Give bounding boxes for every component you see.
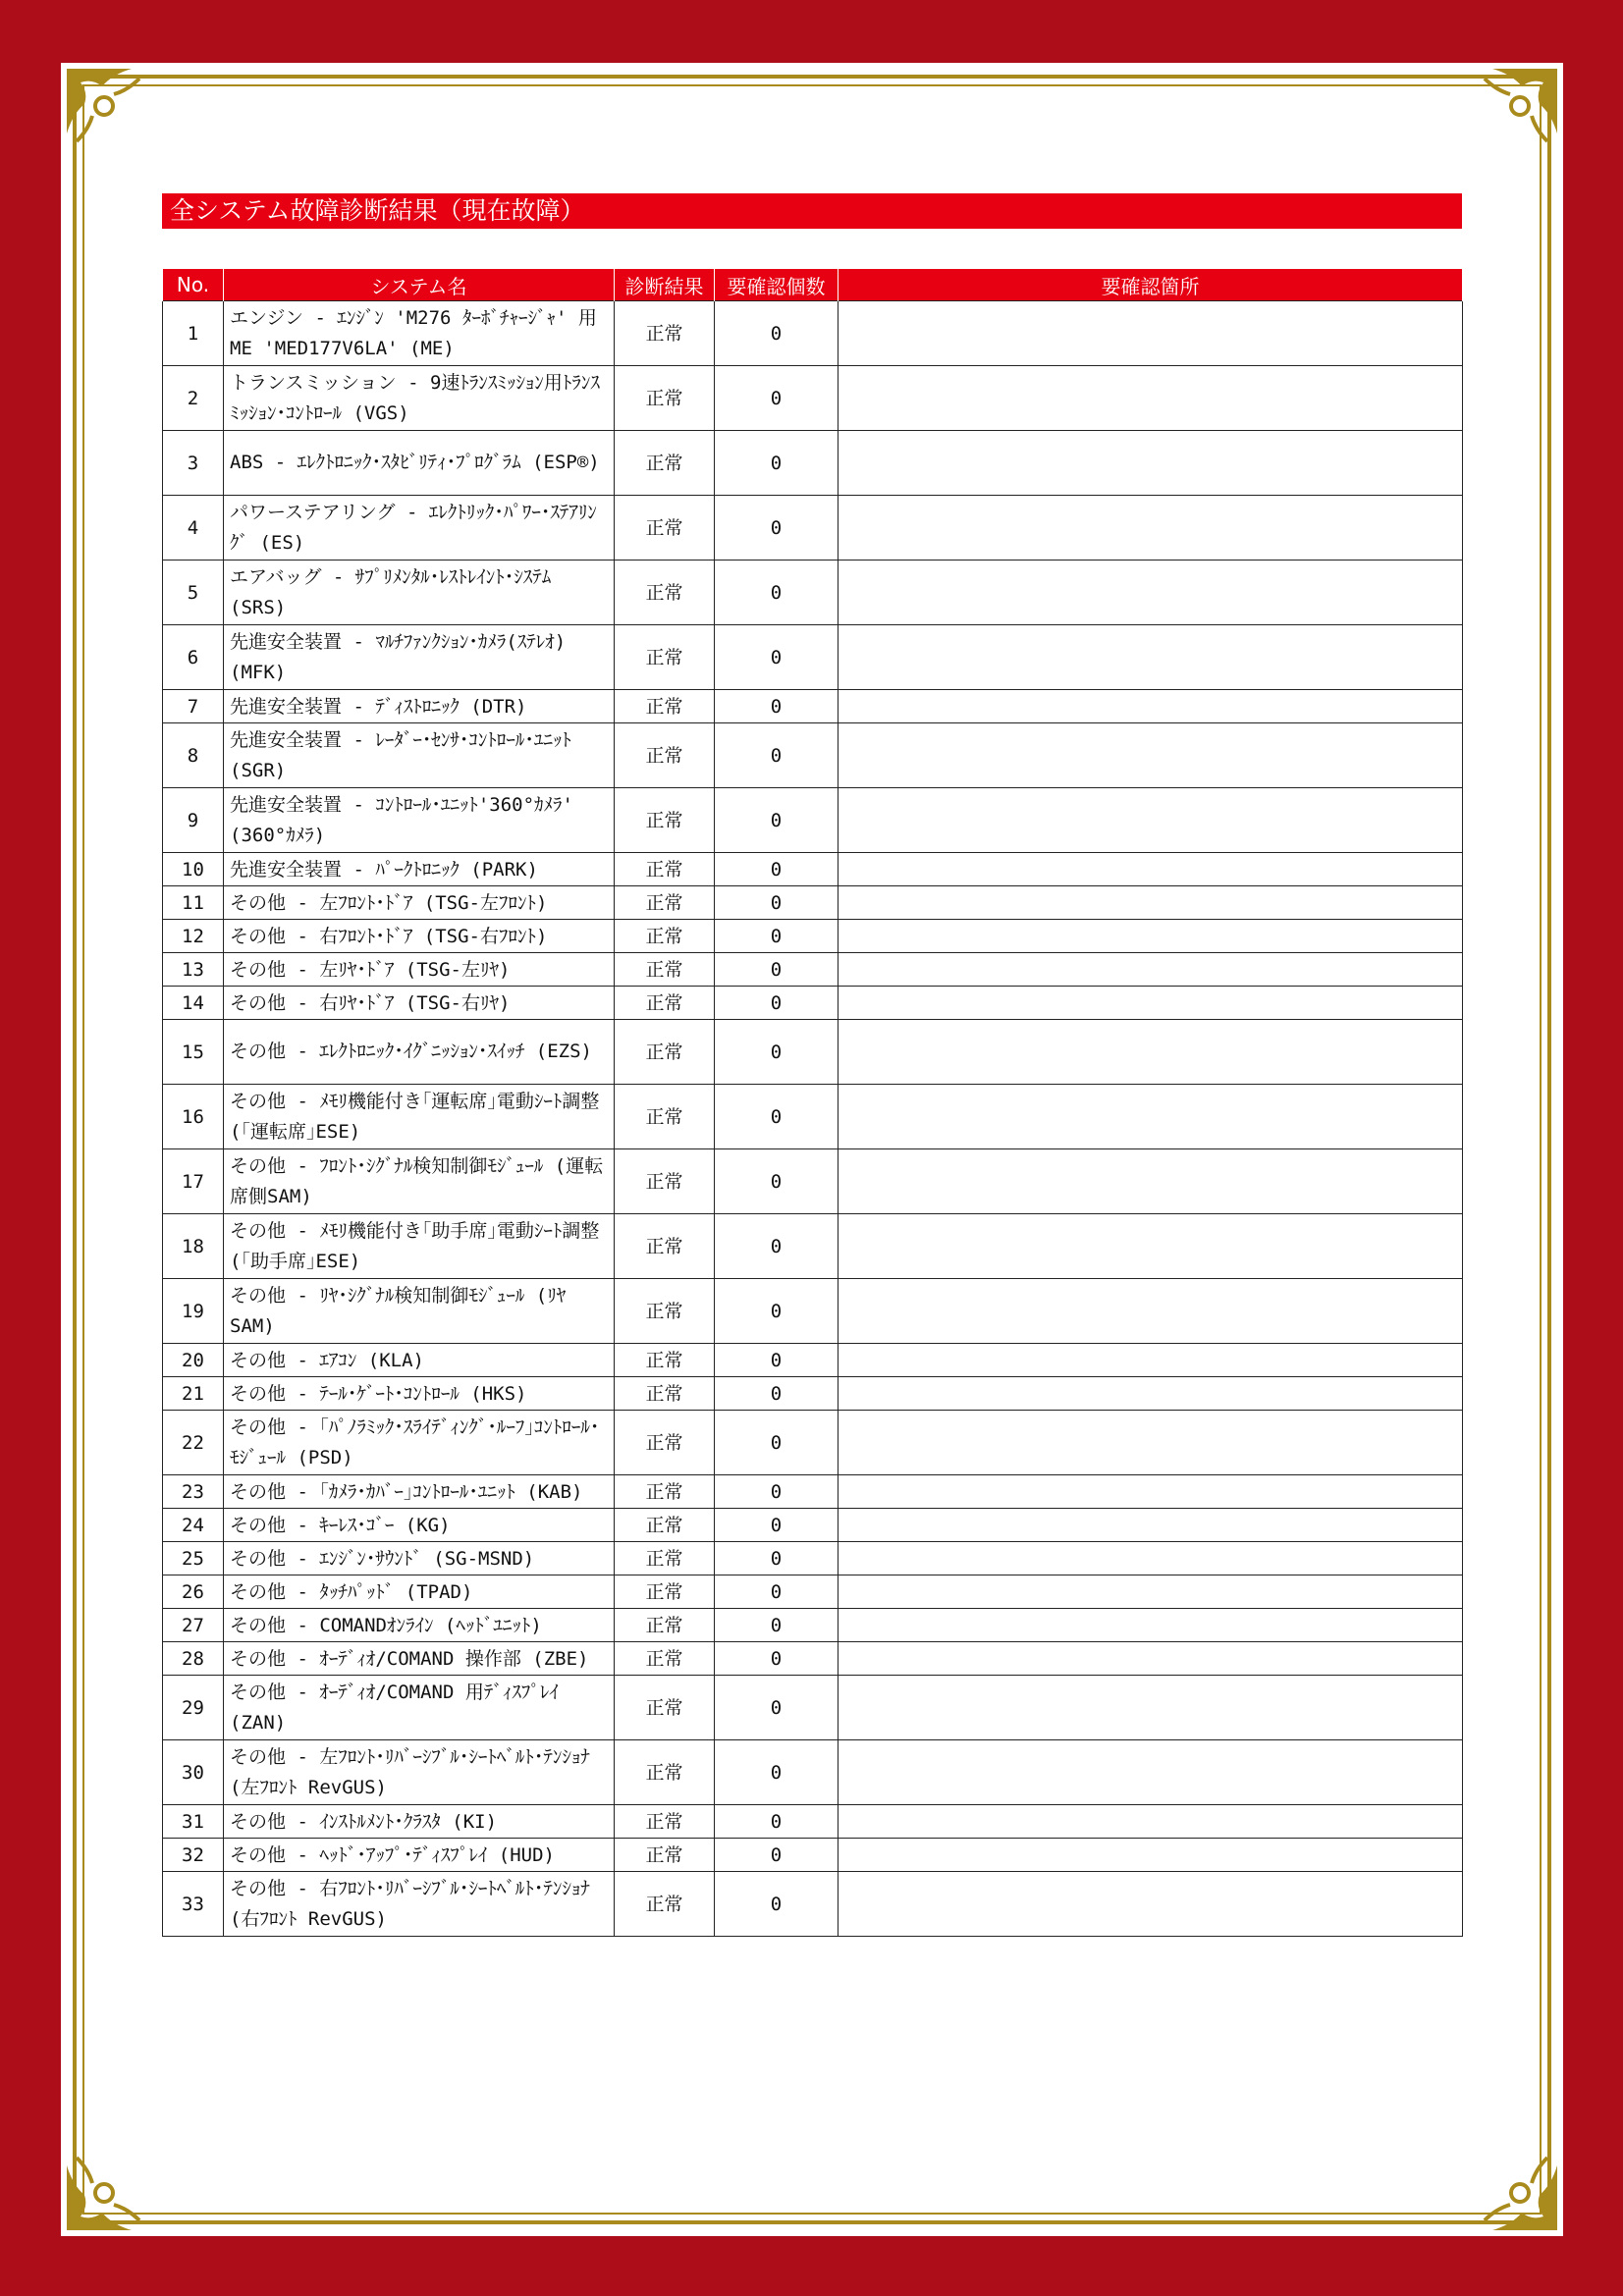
cell-check-count: 0 <box>715 1609 839 1642</box>
cell-check-location <box>839 788 1463 853</box>
cell-check-count: 0 <box>715 1509 839 1542</box>
cell-no: 23 <box>163 1475 224 1509</box>
cell-check-count: 0 <box>715 1872 839 1937</box>
cell-check-location <box>839 1214 1463 1279</box>
header-result: 診断結果 <box>615 269 715 301</box>
cell-check-count: 0 <box>715 1542 839 1575</box>
cell-no: 4 <box>163 496 224 561</box>
cell-check-location <box>839 1805 1463 1839</box>
table-row <box>163 431 1463 496</box>
cell-result: 正常 <box>615 1805 715 1839</box>
cell-no: 24 <box>163 1509 224 1542</box>
table-row <box>163 1575 1463 1609</box>
cell-system-name: その他 - 右ﾌﾛﾝﾄ･ﾘﾊﾞｰｼﾌﾞﾙ･ｼｰﾄﾍﾞﾙﾄ･ﾃﾝｼｮﾅ (右ﾌﾛﾝﾄ RevGUS) <box>224 1872 615 1937</box>
cell-result: 正常 <box>615 1642 715 1676</box>
cell-result: 正常 <box>615 987 715 1020</box>
header-system-name: システム名 <box>224 269 615 301</box>
cell-system-name: その他 - 左ﾌﾛﾝﾄ･ﾘﾊﾞｰｼﾌﾞﾙ･ｼｰﾄﾍﾞﾙﾄ･ﾃﾝｼｮﾅ (左ﾌﾛﾝﾄ RevGUS) <box>224 1740 615 1805</box>
cell-check-count: 0 <box>715 690 839 723</box>
cell-check-count: 0 <box>715 853 839 886</box>
table-row <box>163 1214 1463 1279</box>
cell-system-name: その他 - ｵｰﾃﾞｨｵ/COMAND 用ﾃﾞｨｽﾌﾟﾚｲ (ZAN) <box>224 1676 615 1740</box>
table-row <box>163 1509 1463 1542</box>
table-row <box>163 1085 1463 1149</box>
cell-check-count: 0 <box>715 1805 839 1839</box>
cell-no: 5 <box>163 561 224 625</box>
cell-result: 正常 <box>615 1475 715 1509</box>
ornament-corner-icon <box>63 2146 151 2234</box>
cell-check-count: 0 <box>715 301 839 366</box>
cell-result: 正常 <box>615 1609 715 1642</box>
table-row <box>163 853 1463 886</box>
table-row <box>163 1609 1463 1642</box>
cell-check-count: 0 <box>715 1740 839 1805</box>
cell-system-name: その他 - ｴﾚｸﾄﾛﾆｯｸ･ｲｸﾞﾆｯｼｮﾝ･ｽｲｯﾁ (EZS) <box>224 1020 615 1085</box>
cell-check-count: 0 <box>715 366 839 431</box>
cell-system-name: 先進安全装置 - ﾏﾙﾁﾌｧﾝｸｼｮﾝ･ｶﾒﾗ(ｽﾃﾚｵ) (MFK) <box>224 625 615 690</box>
cell-no: 9 <box>163 788 224 853</box>
cell-system-name: その他 - 右ﾘﾔ･ﾄﾞｱ (TSG-右ﾘﾔ) <box>224 987 615 1020</box>
cell-check-location <box>839 1872 1463 1937</box>
cell-check-count: 0 <box>715 1411 839 1475</box>
cell-no: 33 <box>163 1872 224 1937</box>
table-row <box>163 953 1463 987</box>
cell-check-location <box>839 431 1463 496</box>
cell-result: 正常 <box>615 496 715 561</box>
cell-no: 26 <box>163 1575 224 1609</box>
cell-result: 正常 <box>615 1509 715 1542</box>
cell-system-name: その他 - ﾍｯﾄﾞ･ｱｯﾌﾟ･ﾃﾞｨｽﾌﾟﾚｲ (HUD) <box>224 1839 615 1872</box>
table-row <box>163 723 1463 788</box>
cell-check-location <box>839 886 1463 920</box>
cell-result: 正常 <box>615 920 715 953</box>
cell-check-location <box>839 920 1463 953</box>
cell-check-location <box>839 496 1463 561</box>
cell-check-location <box>839 1740 1463 1805</box>
cell-no: 17 <box>163 1149 224 1214</box>
cell-check-location <box>839 1542 1463 1575</box>
header-check-count: 要確認個数 <box>715 269 839 301</box>
cell-system-name: その他 - ﾀｯﾁﾊﾟｯﾄﾞ (TPAD) <box>224 1575 615 1609</box>
cell-check-count: 0 <box>715 1344 839 1377</box>
cell-check-count: 0 <box>715 1214 839 1279</box>
cell-system-name: その他 - ﾒﾓﾘ機能付き｢助手席｣電動ｼｰﾄ調整 (｢助手席｣ESE) <box>224 1214 615 1279</box>
cell-system-name: エアバッグ - ｻﾌﾟﾘﾒﾝﾀﾙ･ﾚｽﾄﾚｲﾝﾄ･ｼｽﾃﾑ (SRS) <box>224 561 615 625</box>
cell-check-count: 0 <box>715 920 839 953</box>
cell-result: 正常 <box>615 1214 715 1279</box>
cell-result: 正常 <box>615 1542 715 1575</box>
cell-check-count: 0 <box>715 1839 839 1872</box>
cell-system-name: その他 - ｷｰﾚｽ･ｺﾞｰ (KG) <box>224 1509 615 1542</box>
cell-check-count: 0 <box>715 953 839 987</box>
cell-no: 19 <box>163 1279 224 1344</box>
cell-result: 正常 <box>615 561 715 625</box>
cell-check-count: 0 <box>715 1475 839 1509</box>
cell-check-location <box>839 561 1463 625</box>
ornament-corner-icon <box>1473 65 1561 153</box>
cell-check-count: 0 <box>715 788 839 853</box>
cell-system-name: その他 - ﾌﾛﾝﾄ･ｼｸﾞﾅﾙ検知制御ﾓｼﾞｭｰﾙ (運転席側SAM) <box>224 1149 615 1214</box>
cell-system-name: その他 - ｵｰﾃﾞｨｵ/COMAND 操作部 (ZBE) <box>224 1642 615 1676</box>
cell-result: 正常 <box>615 1279 715 1344</box>
cell-system-name: その他 - ﾒﾓﾘ機能付き｢運転席｣電動ｼｰﾄ調整 (｢運転席｣ESE) <box>224 1085 615 1149</box>
cell-no: 2 <box>163 366 224 431</box>
cell-check-count: 0 <box>715 561 839 625</box>
table-row <box>163 496 1463 561</box>
table-row <box>163 561 1463 625</box>
table-header-row <box>163 269 1463 301</box>
table-row <box>163 1344 1463 1377</box>
cell-no: 14 <box>163 987 224 1020</box>
cell-result: 正常 <box>615 1020 715 1085</box>
cell-no: 7 <box>163 690 224 723</box>
cell-check-location <box>839 1575 1463 1609</box>
table-row <box>163 1475 1463 1509</box>
table-row <box>163 1740 1463 1805</box>
cell-no: 32 <box>163 1839 224 1872</box>
table-row <box>163 1676 1463 1740</box>
cell-check-location <box>839 1149 1463 1214</box>
table-row <box>163 1642 1463 1676</box>
cell-no: 1 <box>163 301 224 366</box>
cell-check-location <box>839 1279 1463 1344</box>
cell-system-name: その他 - ｴﾝｼﾞﾝ･ｻｳﾝﾄﾞ (SG-MSND) <box>224 1542 615 1575</box>
ornament-corner-icon <box>1473 2146 1561 2234</box>
table-row <box>163 987 1463 1020</box>
cell-no: 18 <box>163 1214 224 1279</box>
cell-no: 13 <box>163 953 224 987</box>
cell-no: 20 <box>163 1344 224 1377</box>
cell-system-name: トランスミッション - 9速ﾄﾗﾝｽﾐｯｼｮﾝ用ﾄﾗﾝｽﾐｯｼｮﾝ･ｺﾝﾄﾛｰﾙ (VGS) <box>224 366 615 431</box>
cell-no: 6 <box>163 625 224 690</box>
report-title: 全システム故障診断結果（現在故障） <box>162 193 1462 229</box>
ornament-corner-icon <box>63 65 151 153</box>
table-row <box>163 920 1463 953</box>
cell-check-count: 0 <box>715 1377 839 1411</box>
cell-no: 21 <box>163 1377 224 1411</box>
cell-no: 28 <box>163 1642 224 1676</box>
cell-result: 正常 <box>615 1085 715 1149</box>
cell-result: 正常 <box>615 1676 715 1740</box>
cell-result: 正常 <box>615 431 715 496</box>
table-row <box>163 1279 1463 1344</box>
cell-check-location <box>839 1642 1463 1676</box>
cell-check-location <box>839 1475 1463 1509</box>
cell-check-location <box>839 1676 1463 1740</box>
diagnosis-table <box>162 269 1463 1937</box>
cell-result: 正常 <box>615 723 715 788</box>
cell-result: 正常 <box>615 301 715 366</box>
cell-system-name: ABS - ｴﾚｸﾄﾛﾆｯｸ･ｽﾀﾋﾞﾘﾃｨ･ﾌﾟﾛｸﾞﾗﾑ (ESP®) <box>224 431 615 496</box>
cell-no: 8 <box>163 723 224 788</box>
cell-result: 正常 <box>615 625 715 690</box>
table-row <box>163 1805 1463 1839</box>
cell-check-count: 0 <box>715 723 839 788</box>
cell-result: 正常 <box>615 788 715 853</box>
cell-check-location <box>839 953 1463 987</box>
cell-no: 3 <box>163 431 224 496</box>
cell-check-count: 0 <box>715 987 839 1020</box>
cell-system-name: その他 - ﾘﾔ･ｼｸﾞﾅﾙ検知制御ﾓｼﾞｭｰﾙ (ﾘﾔSAM) <box>224 1279 615 1344</box>
cell-no: 31 <box>163 1805 224 1839</box>
table-row <box>163 1411 1463 1475</box>
cell-check-count: 0 <box>715 625 839 690</box>
table-row <box>163 301 1463 366</box>
table-row <box>163 1872 1463 1937</box>
cell-system-name: その他 - ｴｱｺﾝ (KLA) <box>224 1344 615 1377</box>
cell-check-location <box>839 366 1463 431</box>
table-row <box>163 1149 1463 1214</box>
cell-check-count: 0 <box>715 886 839 920</box>
cell-result: 正常 <box>615 1872 715 1937</box>
cell-result: 正常 <box>615 1411 715 1475</box>
cell-check-count: 0 <box>715 1020 839 1085</box>
table-body <box>163 301 1463 1937</box>
cell-system-name: その他 - ｢ﾊﾟﾉﾗﾐｯｸ･ｽﾗｲﾃﾞｨﾝｸﾞ･ﾙｰﾌ｣ｺﾝﾄﾛｰﾙ･ﾓｼﾞｭｰﾙ (PSD) <box>224 1411 615 1475</box>
cell-system-name: その他 - 左ﾘﾔ･ﾄﾞｱ (TSG-左ﾘﾔ) <box>224 953 615 987</box>
cell-system-name: 先進安全装置 - ｺﾝﾄﾛｰﾙ･ﾕﾆｯﾄ'360°ｶﾒﾗ' (360°ｶﾒﾗ) <box>224 788 615 853</box>
cell-check-location <box>839 1609 1463 1642</box>
table-row <box>163 788 1463 853</box>
cell-result: 正常 <box>615 886 715 920</box>
report-page <box>61 63 1563 2236</box>
cell-no: 30 <box>163 1740 224 1805</box>
cell-no: 16 <box>163 1085 224 1149</box>
table-row <box>163 690 1463 723</box>
cell-result: 正常 <box>615 1149 715 1214</box>
cell-system-name: その他 - 左ﾌﾛﾝﾄ･ﾄﾞｱ (TSG-左ﾌﾛﾝﾄ) <box>224 886 615 920</box>
cell-check-count: 0 <box>715 1575 839 1609</box>
cell-check-count: 0 <box>715 1149 839 1214</box>
cell-result: 正常 <box>615 1839 715 1872</box>
cell-check-location <box>839 1020 1463 1085</box>
table-row <box>163 1377 1463 1411</box>
cell-no: 11 <box>163 886 224 920</box>
cell-system-name: 先進安全装置 - ﾊﾟｰｸﾄﾛﾆｯｸ (PARK) <box>224 853 615 886</box>
cell-result: 正常 <box>615 953 715 987</box>
cell-no: 27 <box>163 1609 224 1642</box>
table-row <box>163 1839 1463 1872</box>
cell-system-name: その他 - 右ﾌﾛﾝﾄ･ﾄﾞｱ (TSG-右ﾌﾛﾝﾄ) <box>224 920 615 953</box>
cell-check-location <box>839 1509 1463 1542</box>
cell-no: 15 <box>163 1020 224 1085</box>
cell-check-count: 0 <box>715 431 839 496</box>
cell-no: 25 <box>163 1542 224 1575</box>
cell-result: 正常 <box>615 366 715 431</box>
table-row <box>163 1020 1463 1085</box>
table-row <box>163 1542 1463 1575</box>
cell-result: 正常 <box>615 690 715 723</box>
cell-result: 正常 <box>615 1575 715 1609</box>
cell-system-name: その他 - ｢ｶﾒﾗ･ｶﾊﾞｰ｣ｺﾝﾄﾛｰﾙ･ﾕﾆｯﾄ (KAB) <box>224 1475 615 1509</box>
cell-no: 10 <box>163 853 224 886</box>
cell-no: 22 <box>163 1411 224 1475</box>
cell-check-location <box>839 625 1463 690</box>
cell-system-name: パワーステアリング - ｴﾚｸﾄﾘｯｸ･ﾊﾟﾜｰ･ｽﾃｱﾘﾝｸﾞ (ES) <box>224 496 615 561</box>
cell-check-count: 0 <box>715 1279 839 1344</box>
cell-check-location <box>839 853 1463 886</box>
cell-check-location <box>839 1411 1463 1475</box>
cell-no: 29 <box>163 1676 224 1740</box>
cell-system-name: その他 - ｲﾝｽﾄﾙﾒﾝﾄ･ｸﾗｽﾀ (KI) <box>224 1805 615 1839</box>
cell-check-location <box>839 690 1463 723</box>
cell-result: 正常 <box>615 853 715 886</box>
table-row <box>163 886 1463 920</box>
cell-result: 正常 <box>615 1344 715 1377</box>
cell-result: 正常 <box>615 1740 715 1805</box>
cell-check-location <box>839 723 1463 788</box>
cell-result: 正常 <box>615 1377 715 1411</box>
table-row <box>163 366 1463 431</box>
cell-system-name: その他 - COMANDｵﾝﾗｲﾝ (ﾍｯﾄﾞﾕﾆｯﾄ) <box>224 1609 615 1642</box>
table-row <box>163 625 1463 690</box>
cell-system-name: 先進安全装置 - ﾚｰﾀﾞｰ･ｾﾝｻ･ｺﾝﾄﾛｰﾙ･ﾕﾆｯﾄ (SGR) <box>224 723 615 788</box>
cell-system-name: その他 - ﾃｰﾙ･ｹﾞｰﾄ･ｺﾝﾄﾛｰﾙ (HKS) <box>224 1377 615 1411</box>
header-check-location: 要確認箇所 <box>839 269 1463 301</box>
cell-check-count: 0 <box>715 1642 839 1676</box>
cell-check-count: 0 <box>715 1085 839 1149</box>
cell-check-location <box>839 1344 1463 1377</box>
cell-system-name: 先進安全装置 - ﾃﾞｨｽﾄﾛﾆｯｸ (DTR) <box>224 690 615 723</box>
cell-check-count: 0 <box>715 1676 839 1740</box>
cell-check-location <box>839 987 1463 1020</box>
cell-check-location <box>839 1085 1463 1149</box>
cell-check-location <box>839 301 1463 366</box>
header-no: No. <box>163 269 224 301</box>
cell-check-location <box>839 1839 1463 1872</box>
cell-no: 12 <box>163 920 224 953</box>
cell-check-location <box>839 1377 1463 1411</box>
cell-check-count: 0 <box>715 496 839 561</box>
cell-system-name: エンジン - ｴﾝｼﾞﾝ 'M276 ﾀｰﾎﾞﾁｬｰｼﾞｬ' 用ME 'MED177V6LA' (ME) <box>224 301 615 366</box>
